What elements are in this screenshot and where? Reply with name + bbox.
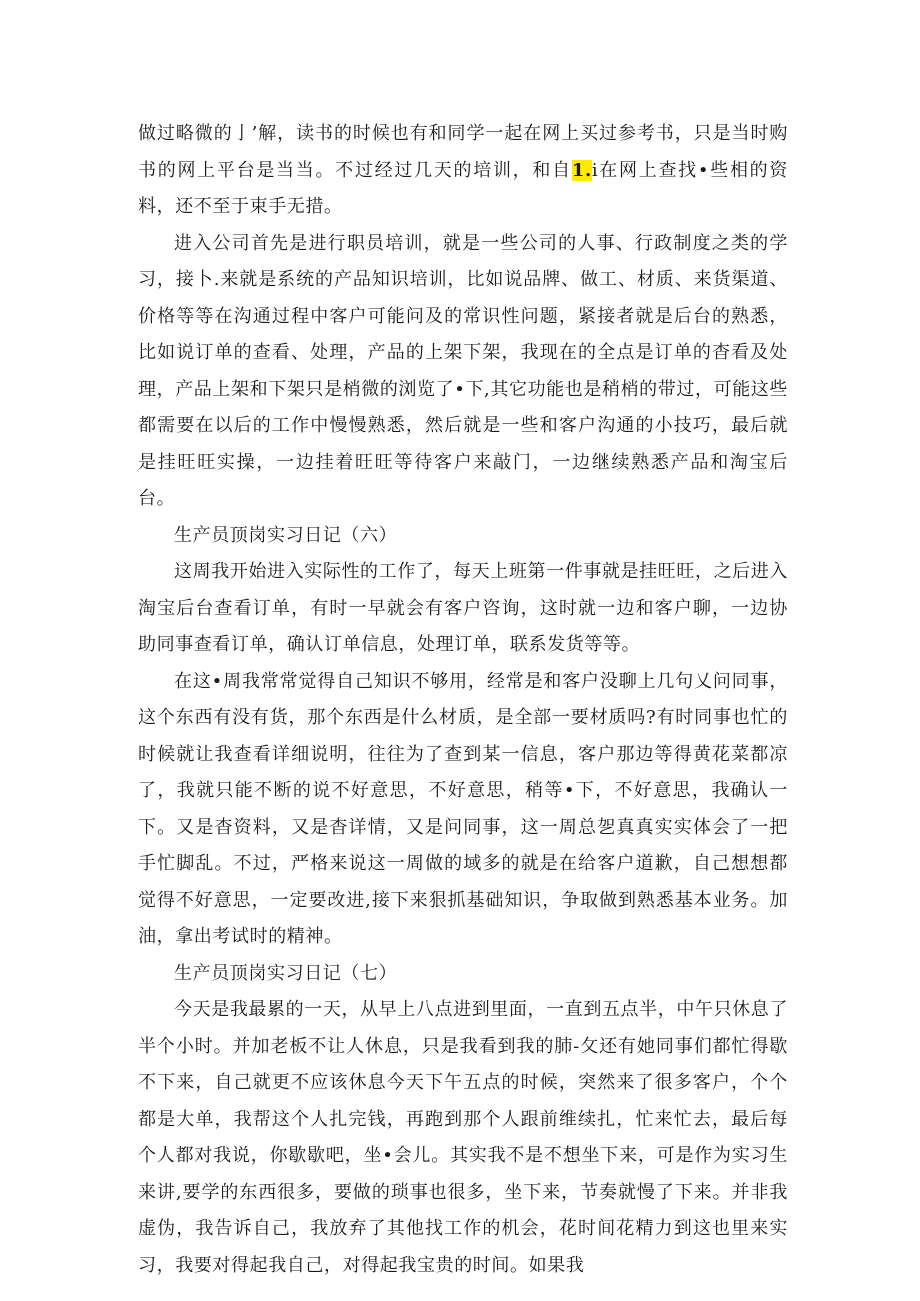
- highlighted-text: 1.: [571, 159, 592, 181]
- document-body: [138, 116, 788, 1284]
- paragraph-4: 在这•周我常常觉得自己知识不够用，经常是和客户没聊上几句乂问同事，这个东西有没有货，那个东西是什么材质，是全部一要材质吗?有时同事也忙的时候就让我查看详细说明，往往为了查到某一信息，客户那边等得黄花菜都凉了，我就只能不断的说不好意思，不好意思，稍等•下，不好意思，我确认一下。又是杳资料，又是杳详情，又是问同事，这一周总乫真真实实体会了一把手忙脚乱。不过，严格来说这一周做的域多的就是在给客户道歉，自己想想都觉得不好意思，一定要改进,接下来狠抓基础知识，争取做到熟悉基本业务。加油，拿出考试时的精神。: [138, 670, 788, 947]
- section-heading-7: 生产员顶岗实习日记（七）: [174, 962, 398, 984]
- paragraph-1-text-a: 做过略微的亅’解，读书的时候也有和同学一起在网上买过参考书，只是当时购书的网上平台是当当。不过经过几天的培训，和自: [138, 123, 788, 181]
- paragraph-1-text-b: i在网上查找•些相的资料，还不至于束手无措。: [138, 159, 788, 217]
- paragraph-2: 进入公司首先是进行职员培训，就是一些公司的人事、行政制度之类的学习，接卜.来就是系统的产品知识培训，比如说品牌、做工、材质、来货渠道、价格等等在沟通过程中客户可能问及的常识性问题，紧接者就是后台的熟悉，比如说订单的查看、处理，产品的上架下架，我现在的全点是订单的杳看及处理，产品上架和下架只是梢微的浏览了•下,其它功能也是稍梢的带过，可能这些都需要在以后的工作中慢慢熟悉，然后就是一些和客户沟通的小技巧，最后就是挂旺旺实操，一边挂着旺旺等待客户来敲门，一边继续熟悉产品和淘宝后台。: [138, 232, 788, 509]
- paragraph-3: 这周我开始进入实际性的工作了，每天上班第一件事就是挂旺旺，之后进入淘宝后台查看订单，有时一早就会有客户咨询，这时就一边和客户聊，一边协助同事查看订单，确认订单信息，处理订单，联系发货等等。: [138, 561, 788, 655]
- paragraph-1: [138, 116, 788, 226]
- paragraph-5: 今天是我最累的一天，从早上八点进到里面，一直到五点半，中午只休息了半个小时。并加老板不让人休息，只是我看到我的肺-攵还有她同事们都忙得歇不下来，自己就更不应该休息今天下午五点的时候，突然来了很多客户，个个都是大单，我帮这个人扎完钱，再跑到那个人跟前维续扎，忙来忙去，最后每个人都对我说，你歇歇吧，坐•会儿。其实我不是不想坐下来，可是作为实习生来讲,要学的东西很多，要做的琐事也很多，坐下来，节奏就慢了下来。并非我虚伪，我告诉自己，我放弃了其他找工作的机会，花时间花精力到这也里来实习，我要对得起我自己，对得起我宝贵的时间。如果我: [138, 999, 788, 1276]
- section-heading-6: 生产员顶岗实习日记（六）: [174, 524, 398, 546]
